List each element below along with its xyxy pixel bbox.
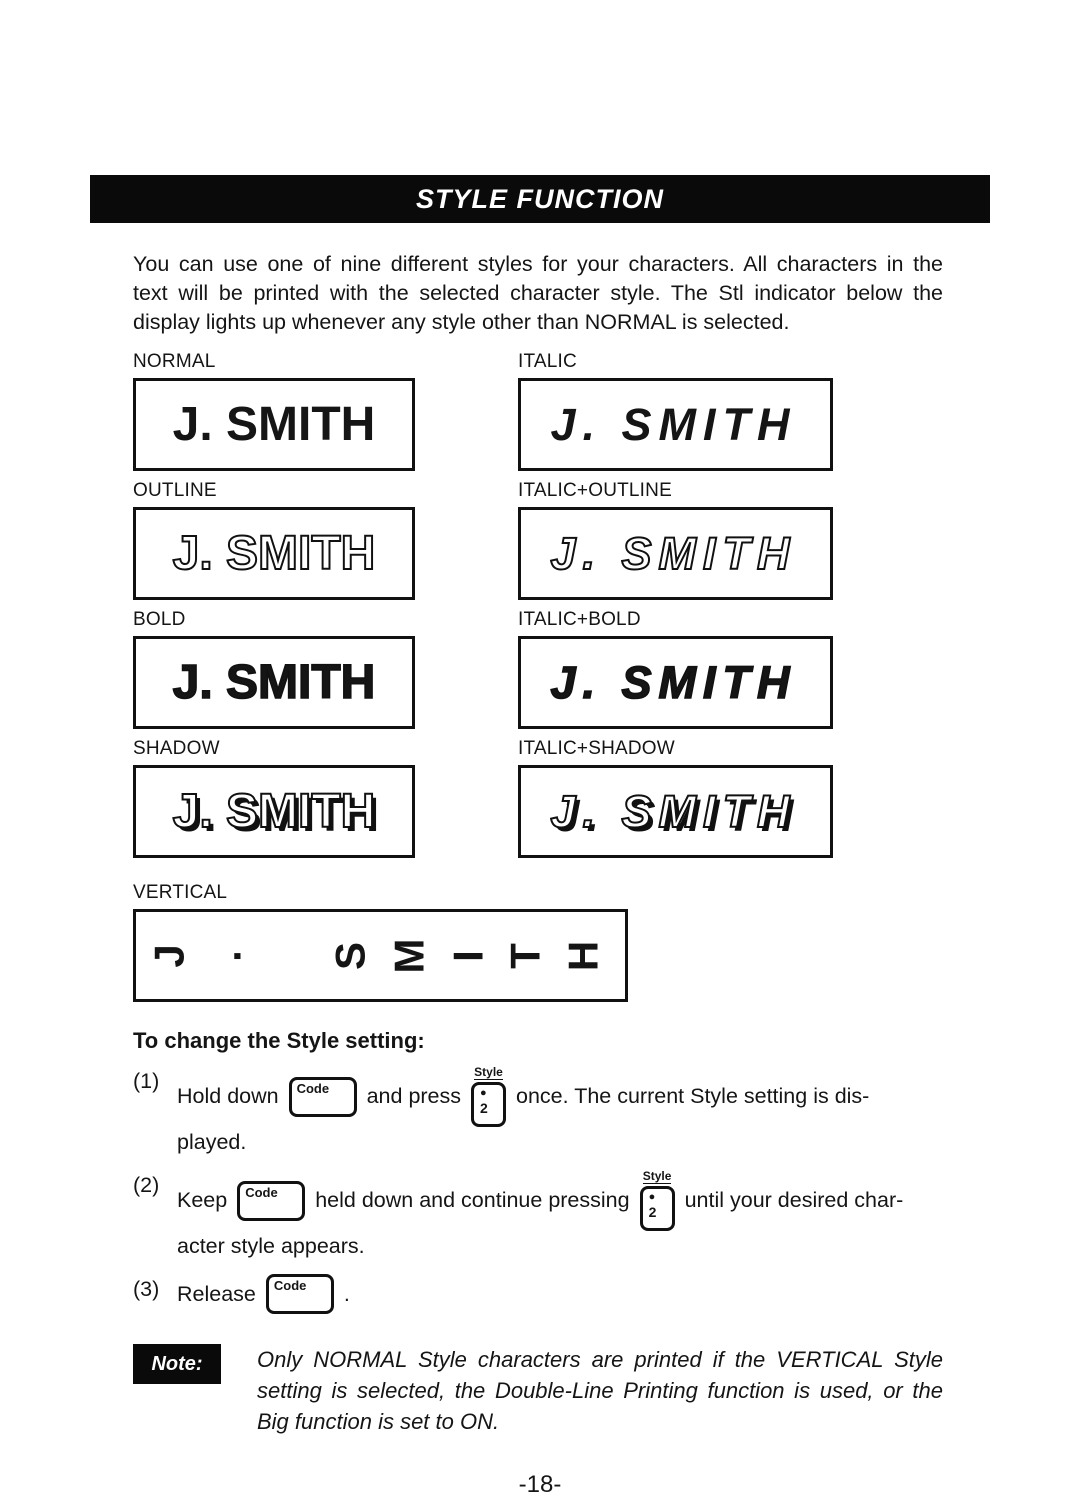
style-sample-box xyxy=(518,765,833,858)
style-sample-text: J. SMITH xyxy=(172,527,376,580)
style-sample-text: J. SMITH xyxy=(550,656,797,708)
style-example-italic-bold xyxy=(518,609,833,729)
page-number: -18- xyxy=(518,1471,562,1499)
intro-line: display lights up whenever any style other than NORMAL is selected. xyxy=(133,310,790,334)
vertical-char: S xyxy=(326,941,374,970)
style-label: ITALIC+OUTLINE xyxy=(518,480,672,501)
note-block xyxy=(133,1344,943,1437)
code-key: Code xyxy=(237,1181,305,1221)
section-header-bar xyxy=(90,175,990,223)
note-badge: Note: xyxy=(133,1344,221,1384)
note-line: Big function is set to ON. xyxy=(257,1409,500,1435)
style-sample-box xyxy=(133,636,415,729)
style-sample-text: J. SMITH xyxy=(550,785,797,837)
intro-line: text will be printed with the selected character style. The Stl indicator below the xyxy=(133,281,943,305)
vertical-char: M xyxy=(385,938,433,973)
step-text: acter style appears. xyxy=(177,1234,365,1259)
style-sample-box xyxy=(133,507,415,600)
style-label: NORMAL xyxy=(133,351,216,372)
style-label: ITALIC+SHADOW xyxy=(518,738,675,759)
code-key: Code xyxy=(266,1274,334,1314)
style-label: BOLD xyxy=(133,609,186,630)
style-example-outline xyxy=(133,480,415,600)
style-key-cap xyxy=(640,1186,675,1231)
vertical-sample-box xyxy=(133,909,628,1002)
style-key-cap xyxy=(471,1082,506,1127)
step-text: Keep xyxy=(177,1188,228,1213)
style-sample-box xyxy=(133,765,415,858)
style-sample-box xyxy=(518,507,833,600)
step-number: (3) xyxy=(133,1277,160,1302)
style-example-italic xyxy=(518,351,833,471)
style-sample-box xyxy=(518,636,833,729)
vertical-char: . xyxy=(202,949,250,962)
style-sample-box xyxy=(518,378,833,471)
step-3 xyxy=(133,1274,943,1314)
step-number: (1) xyxy=(133,1069,160,1093)
step-text: Release xyxy=(177,1281,256,1306)
style-example-bold xyxy=(133,609,415,729)
style-label: ITALIC+BOLD xyxy=(518,609,641,630)
style-sample-text: J. SMITH xyxy=(172,398,376,451)
style-example-shadow xyxy=(133,738,415,858)
intro-paragraph xyxy=(133,250,943,337)
style-example-vertical xyxy=(133,882,1080,1002)
step-text: and press xyxy=(366,1084,462,1109)
style-sample-box xyxy=(133,378,415,471)
style-key-label: Style xyxy=(642,1169,672,1184)
note-text xyxy=(257,1344,943,1437)
style-sample-text: J. SMITH xyxy=(172,656,376,709)
style-key-top-symbol: ● xyxy=(480,1087,487,1100)
step-1 xyxy=(133,1066,943,1158)
style-example-italic-outline xyxy=(518,480,833,600)
note-line: setting is selected, the Double-Line Printing function is used, or the xyxy=(257,1378,943,1404)
style-key-number: 2 xyxy=(648,1204,657,1221)
style-label: OUTLINE xyxy=(133,480,217,501)
style-label: ITALIC xyxy=(518,351,577,372)
step-2 xyxy=(133,1170,943,1262)
style-label: SHADOW xyxy=(133,738,220,759)
style-sample-text: J. SMITH xyxy=(550,398,797,450)
step-text: played. xyxy=(177,1130,247,1155)
step-text: held down and continue pressing xyxy=(315,1188,630,1213)
style-label: VERTICAL xyxy=(133,882,228,903)
vertical-char: T xyxy=(501,942,549,969)
style-examples-grid xyxy=(133,351,1080,858)
style-key xyxy=(471,1066,506,1127)
step-text: . xyxy=(343,1281,350,1306)
style-key-top-symbol: ● xyxy=(648,1191,656,1204)
vertical-char: I xyxy=(444,949,492,962)
step-text: Hold down xyxy=(177,1084,279,1109)
style-key xyxy=(640,1170,675,1231)
step-text: until your desired char- xyxy=(684,1188,904,1213)
intro-line: You can use one of nine different styles for your characters. All characters in the xyxy=(133,252,943,276)
instructions-heading: To change the Style setting: xyxy=(133,1028,425,1053)
code-key: Code xyxy=(289,1077,357,1117)
style-sample-text: J. SMITH xyxy=(550,527,797,579)
step-number: (2) xyxy=(133,1173,160,1198)
step-text: once. The current Style setting is dis- xyxy=(516,1084,870,1109)
style-key-label: Style xyxy=(474,1065,503,1079)
section-title: STYLE FUNCTION xyxy=(416,183,664,214)
style-example-normal xyxy=(133,351,415,471)
style-example-italic-shadow xyxy=(518,738,833,858)
style-sample-text: J. SMITH xyxy=(172,785,376,838)
note-line: Only NORMAL Style characters are printed if the VERTICAL Style xyxy=(257,1347,943,1373)
vertical-char: H xyxy=(559,940,607,971)
vertical-char: J xyxy=(145,943,193,968)
style-key-number: 2 xyxy=(480,1100,488,1117)
